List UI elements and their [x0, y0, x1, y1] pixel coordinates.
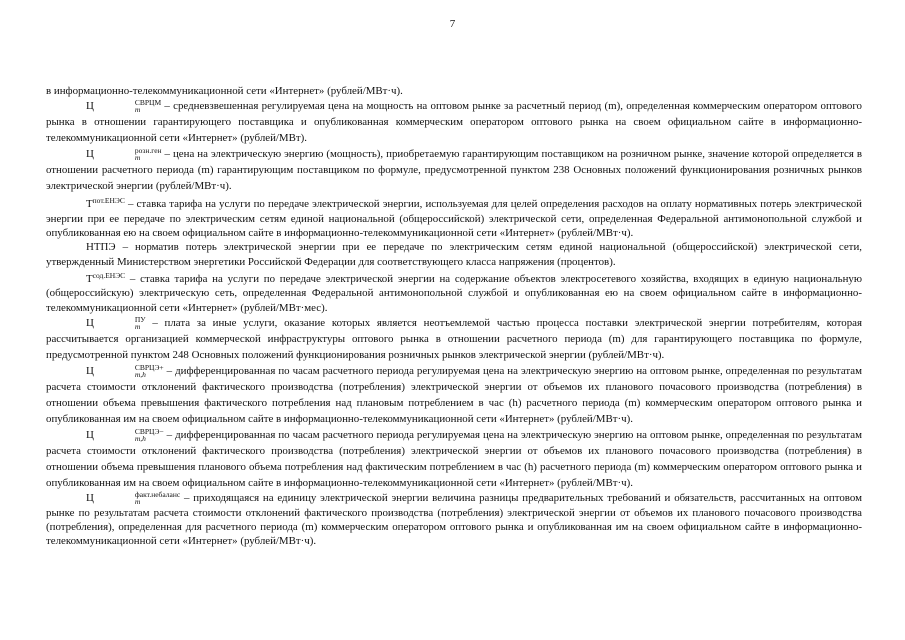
definition-text: – приходящаяся на единицу электрической энергии величина разницы предварительных требований и обязательств, рассчитанных на оптовом рынке по результатам расчета стоимости отклонений фактического производства (потребления) электрической энергии от объемов их планового почасового производства (потребления), определенная для расчетного периода (m) коммерческим оператором оптового рынка и опубликованная им на своем официальном сайте в информационно-телекоммуникационной сети «Интернет» (рублей/МВт·ч). [46, 492, 862, 548]
body-text [46, 84, 862, 549]
definition-paragraph-ntpe [46, 240, 862, 269]
page-number: 7 [449, 18, 456, 30]
definition-paragraph-fakt-nebalans [46, 491, 862, 549]
definition-paragraph-svrce-plus [46, 363, 862, 427]
definition-paragraph-svrce-minus [46, 427, 862, 491]
symbol-sub: m [134, 152, 141, 162]
paragraph-continuation [46, 84, 862, 98]
symbol-base: Ц [86, 365, 94, 378]
definition-text: – плата за иные услуги, оказание которых является неотъемлемой частью процесса поставки электрической энергии потребителям, которая рассчитывается организацией коммерческой инфраструктуры оптового рынка в отношении расчетного периода (m) для гарантирующего поставщика по формуле, предусмотренной пунктом 248 Основных положений функционирования розничных рынков электрической энергии (рублей/МВт·ч). [46, 317, 862, 362]
definition-paragraph-rozn-gen [46, 146, 862, 194]
definition-text: – ставка тарифа на услуги по передаче электрической энергии, используемая для целей определения расходов на оплату нормативных потерь электрической энергии при ее передаче по электрическим сетям единой национальной (общероссийской) электрической сети, определенная Федеральной антимонопольной службой и опубликованная ею на своем официальном сайте в информационно-телекоммуникационной сети «Интернет» (рублей/МВт·ч). [46, 198, 862, 240]
formula-symbol [86, 362, 164, 379]
symbol-sup: пот.ЕНЭС [92, 196, 125, 206]
formula-symbol [86, 97, 162, 114]
formula-symbol [86, 489, 181, 506]
paragraph-text: в информационно-телекоммуникационной сети «Интернет» (рублей/МВт·ч). [46, 85, 403, 97]
symbol-base: Ц [86, 429, 94, 442]
symbol-base: Ц [86, 148, 94, 161]
formula-symbol [86, 314, 146, 331]
symbol-sub: m [134, 104, 141, 114]
definition-paragraph-pot-enes [46, 194, 862, 240]
symbol-sup: ПУ [134, 314, 146, 324]
symbol-base: Ц [86, 317, 94, 330]
symbol-sup: сод.ЕНЭС [92, 271, 126, 281]
definition-paragraph-svrcm [46, 98, 862, 146]
definition-text: НТПЭ – норматив потерь электрической энергии при ее передаче по электрическим сетям единой национальной (общероссийской) электрической сети, утвержденный Министерством энергетики Российской Федерации для соответствующего класса напряжения (процентов). [46, 241, 862, 268]
symbol-sub: m [134, 496, 141, 506]
symbol-sup: розн.ген [134, 145, 162, 155]
symbol-base: Т [86, 198, 93, 211]
formula-symbol [86, 426, 164, 443]
symbol-base: Ц [86, 100, 94, 113]
definition-text: – цена на электрическую энергию (мощность), приобретаемую гарантирующим поставщиком на розничном рынке, значение которой определяется в отношении расчетного периода (m) гарантирующим поставщиком по формуле, предусмотренной пунктом 238 Основных положений функционирования розничных рынков электрической энергии (рублей/МВт·ч). [46, 148, 862, 193]
definition-text: – дифференцированная по часам расчетного периода регулируемая цена на электрическую энергию на оптовом рынке, определенная по результатам расчета стоимости отклонений фактического производства (потребления) электрической энергии от объемов их планового почасового производства (потребления) в отношении объема превышения планового объема потребления над фактическим потреблением в час (h) расчетного периода (m) коммерческим оператором оптового рынка и опубликованная им на своем официальном сайте в информационно-телекоммуникационной сети «Интернет» (рублей/МВт·ч). [46, 429, 862, 490]
definition-paragraph-pu [46, 315, 862, 363]
formula-symbol [86, 198, 125, 210]
symbol-base: Т [86, 273, 93, 286]
symbol-sub: m,h [134, 369, 146, 379]
definition-text: – средневзвешенная регулируемая цена на мощность на оптовом рынке за расчетный период (m), определенная коммерческим оператором оптового рынка в отношении гарантирующего поставщика и опубликованная коммерческим оператором оптового рынка на своем официальном сайте в информационно-телекоммуникационной сети «Интернет» (рублей/МВт). [46, 100, 862, 145]
definition-paragraph-sod-enes [46, 269, 862, 315]
symbol-sub: m [134, 321, 141, 331]
symbol-sup: СВРЦМ [134, 97, 162, 107]
symbol-sup: СВРЦЭ+ [134, 362, 164, 372]
symbol-base: Ц [86, 492, 94, 505]
definition-text: – ставка тарифа на услуги по передаче электрической энергии на содержание объектов электросетевого хозяйства, входящих в единую национальную (общероссийскую) электрическую сеть, определенная Федеральной антимонопольной службой и опубликованная ею на своем официальном сайте в информационно-телекоммуникационной сети «Интернет» (рублей/МВт·мес). [46, 273, 862, 314]
formula-symbol [86, 273, 125, 285]
symbol-sub: m,h [134, 433, 146, 443]
symbol-sup: факт.небаланс [134, 489, 181, 499]
definition-text: – дифференцированная по часам расчетного периода регулируемая цена на электрическую энергию на оптовом рынке, определенная по результатам расчета стоимости отклонений фактического производства (потребления) электрической энергии от объемов их планового почасового производства (потребления) в отношении объема превышения фактического потребления над плановым потреблением в час (h) расчетного периода (m) коммерческим оператором оптового рынка и опубликованная им на своем официальном сайте в информационно-телекоммуникационной сети «Интернет» (рублей/МВт·ч). [46, 365, 862, 426]
symbol-sup: СВРЦЭ− [134, 426, 164, 436]
formula-symbol [86, 145, 162, 162]
